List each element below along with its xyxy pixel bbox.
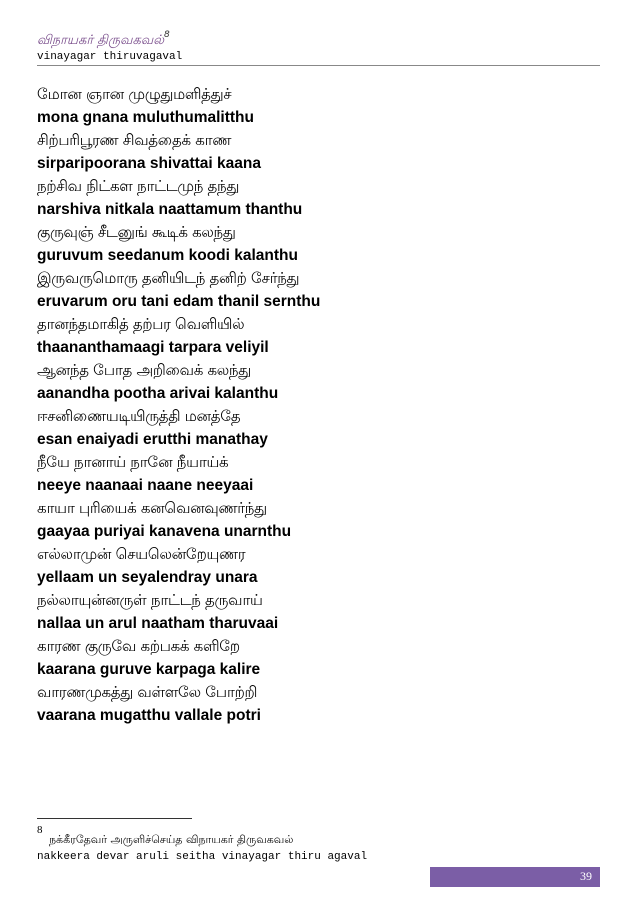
verse-item [37, 590, 597, 636]
verse-tamil: குருவுஞ் சீடனுங் கூடிக் கலந்து [37, 223, 236, 241]
page-header [37, 32, 600, 66]
verse-item [37, 176, 597, 222]
verse-transliteration: gaayaa puriyai kanavena unarnthu [37, 523, 292, 540]
verse-item [37, 636, 597, 682]
verse-item [37, 130, 597, 176]
footnote-divider [37, 818, 192, 819]
verse-transliteration: kaarana guruve karpaga kalire [37, 661, 261, 678]
verse-transliteration: sirparipoorana shivattai kaana [37, 155, 261, 172]
page-number-bar [430, 867, 600, 887]
verse-item [37, 452, 597, 498]
verse-tamil: சிற்பரிபூரண சிவத்தைக் காண [37, 131, 232, 149]
verse-item [37, 314, 597, 360]
verse-item [37, 360, 597, 406]
verse-item [37, 406, 597, 452]
verse-tamil: வாரணமுகத்து வள்ளலே போற்றி [37, 683, 258, 701]
footnote-reference[interactable]: 8 [164, 30, 170, 40]
header-title-latin: vinayagar thiruvagaval [37, 50, 600, 66]
header-title-tamil-text: விநாயகர் திருவகவல் [37, 33, 164, 48]
verse-transliteration: vaarana mugatthu vallale potri [37, 707, 261, 724]
verse-tamil: எல்லாமுன் செயலென்றேயுணர [37, 545, 246, 563]
verse-transliteration: eruvarum oru tani edam thanil sernthu [37, 293, 321, 310]
verse-item [37, 498, 597, 544]
verse-tamil: ஆனந்த போத அறிவைக் கலந்து [37, 361, 251, 379]
verse-item [37, 222, 597, 268]
verse-transliteration: narshiva nitkala naattamum thanthu [37, 201, 303, 218]
verse-tamil: நீயே நானாய் நானே நீயாய்க் [37, 453, 229, 471]
verse-list [37, 84, 597, 728]
verse-transliteration: nallaa un arul naatham tharuvaai [37, 615, 279, 632]
verse-transliteration: guruvum seedanum koodi kalanthu [37, 247, 298, 264]
verse-item [37, 84, 597, 130]
verse-item [37, 268, 597, 314]
verse-transliteration: thaananthamaagi tarpara veliyil [37, 339, 269, 356]
verse-tamil: நல்லாயுன்னருள் நாட்டந் தருவாய் [37, 591, 263, 609]
verse-item [37, 682, 597, 728]
footnote-latin: nakkeera devar aruli seitha vinayagar thiru agaval [37, 851, 368, 863]
verse-transliteration: aanandha pootha arivai kalanthu [37, 385, 279, 402]
header-title-tamil [37, 32, 600, 50]
verse-transliteration: neeye naanaai naane neeyaai [37, 477, 254, 494]
verse-transliteration: esan enaiyadi erutthi manathay [37, 431, 268, 448]
verse-tamil: தானந்தமாகித் தற்பர வெளியில் [37, 315, 245, 333]
verse-tamil: இருவருமொரு தனியிடந் தனிற் சேர்ந்து [37, 269, 300, 287]
verse-tamil: காரண குருவே கற்பகக் களிறே [37, 637, 240, 655]
verse-item [37, 544, 597, 590]
verse-tamil: மோன ஞான முழுதுமளித்துச் [37, 85, 232, 103]
page-number: 39 [580, 869, 592, 883]
footnote-tamil: நக்கீரதேவர் அருளிச்செய்த விநாயகர் திருவகவல் [49, 833, 294, 846]
verse-tamil: நற்சிவ நிட்கள நாட்டமுந் தந்து [37, 177, 240, 195]
verse-transliteration: yellaam un seyalendray unara [37, 569, 258, 586]
footnote-number: 8 [37, 824, 43, 836]
verse-transliteration: mona gnana muluthumalitthu [37, 109, 254, 126]
verse-tamil: ஈசனிணையடியிருத்தி மனத்தே [37, 407, 241, 425]
verse-tamil: காயா புரியைக் கனவெனவுணர்ந்து [37, 499, 267, 517]
